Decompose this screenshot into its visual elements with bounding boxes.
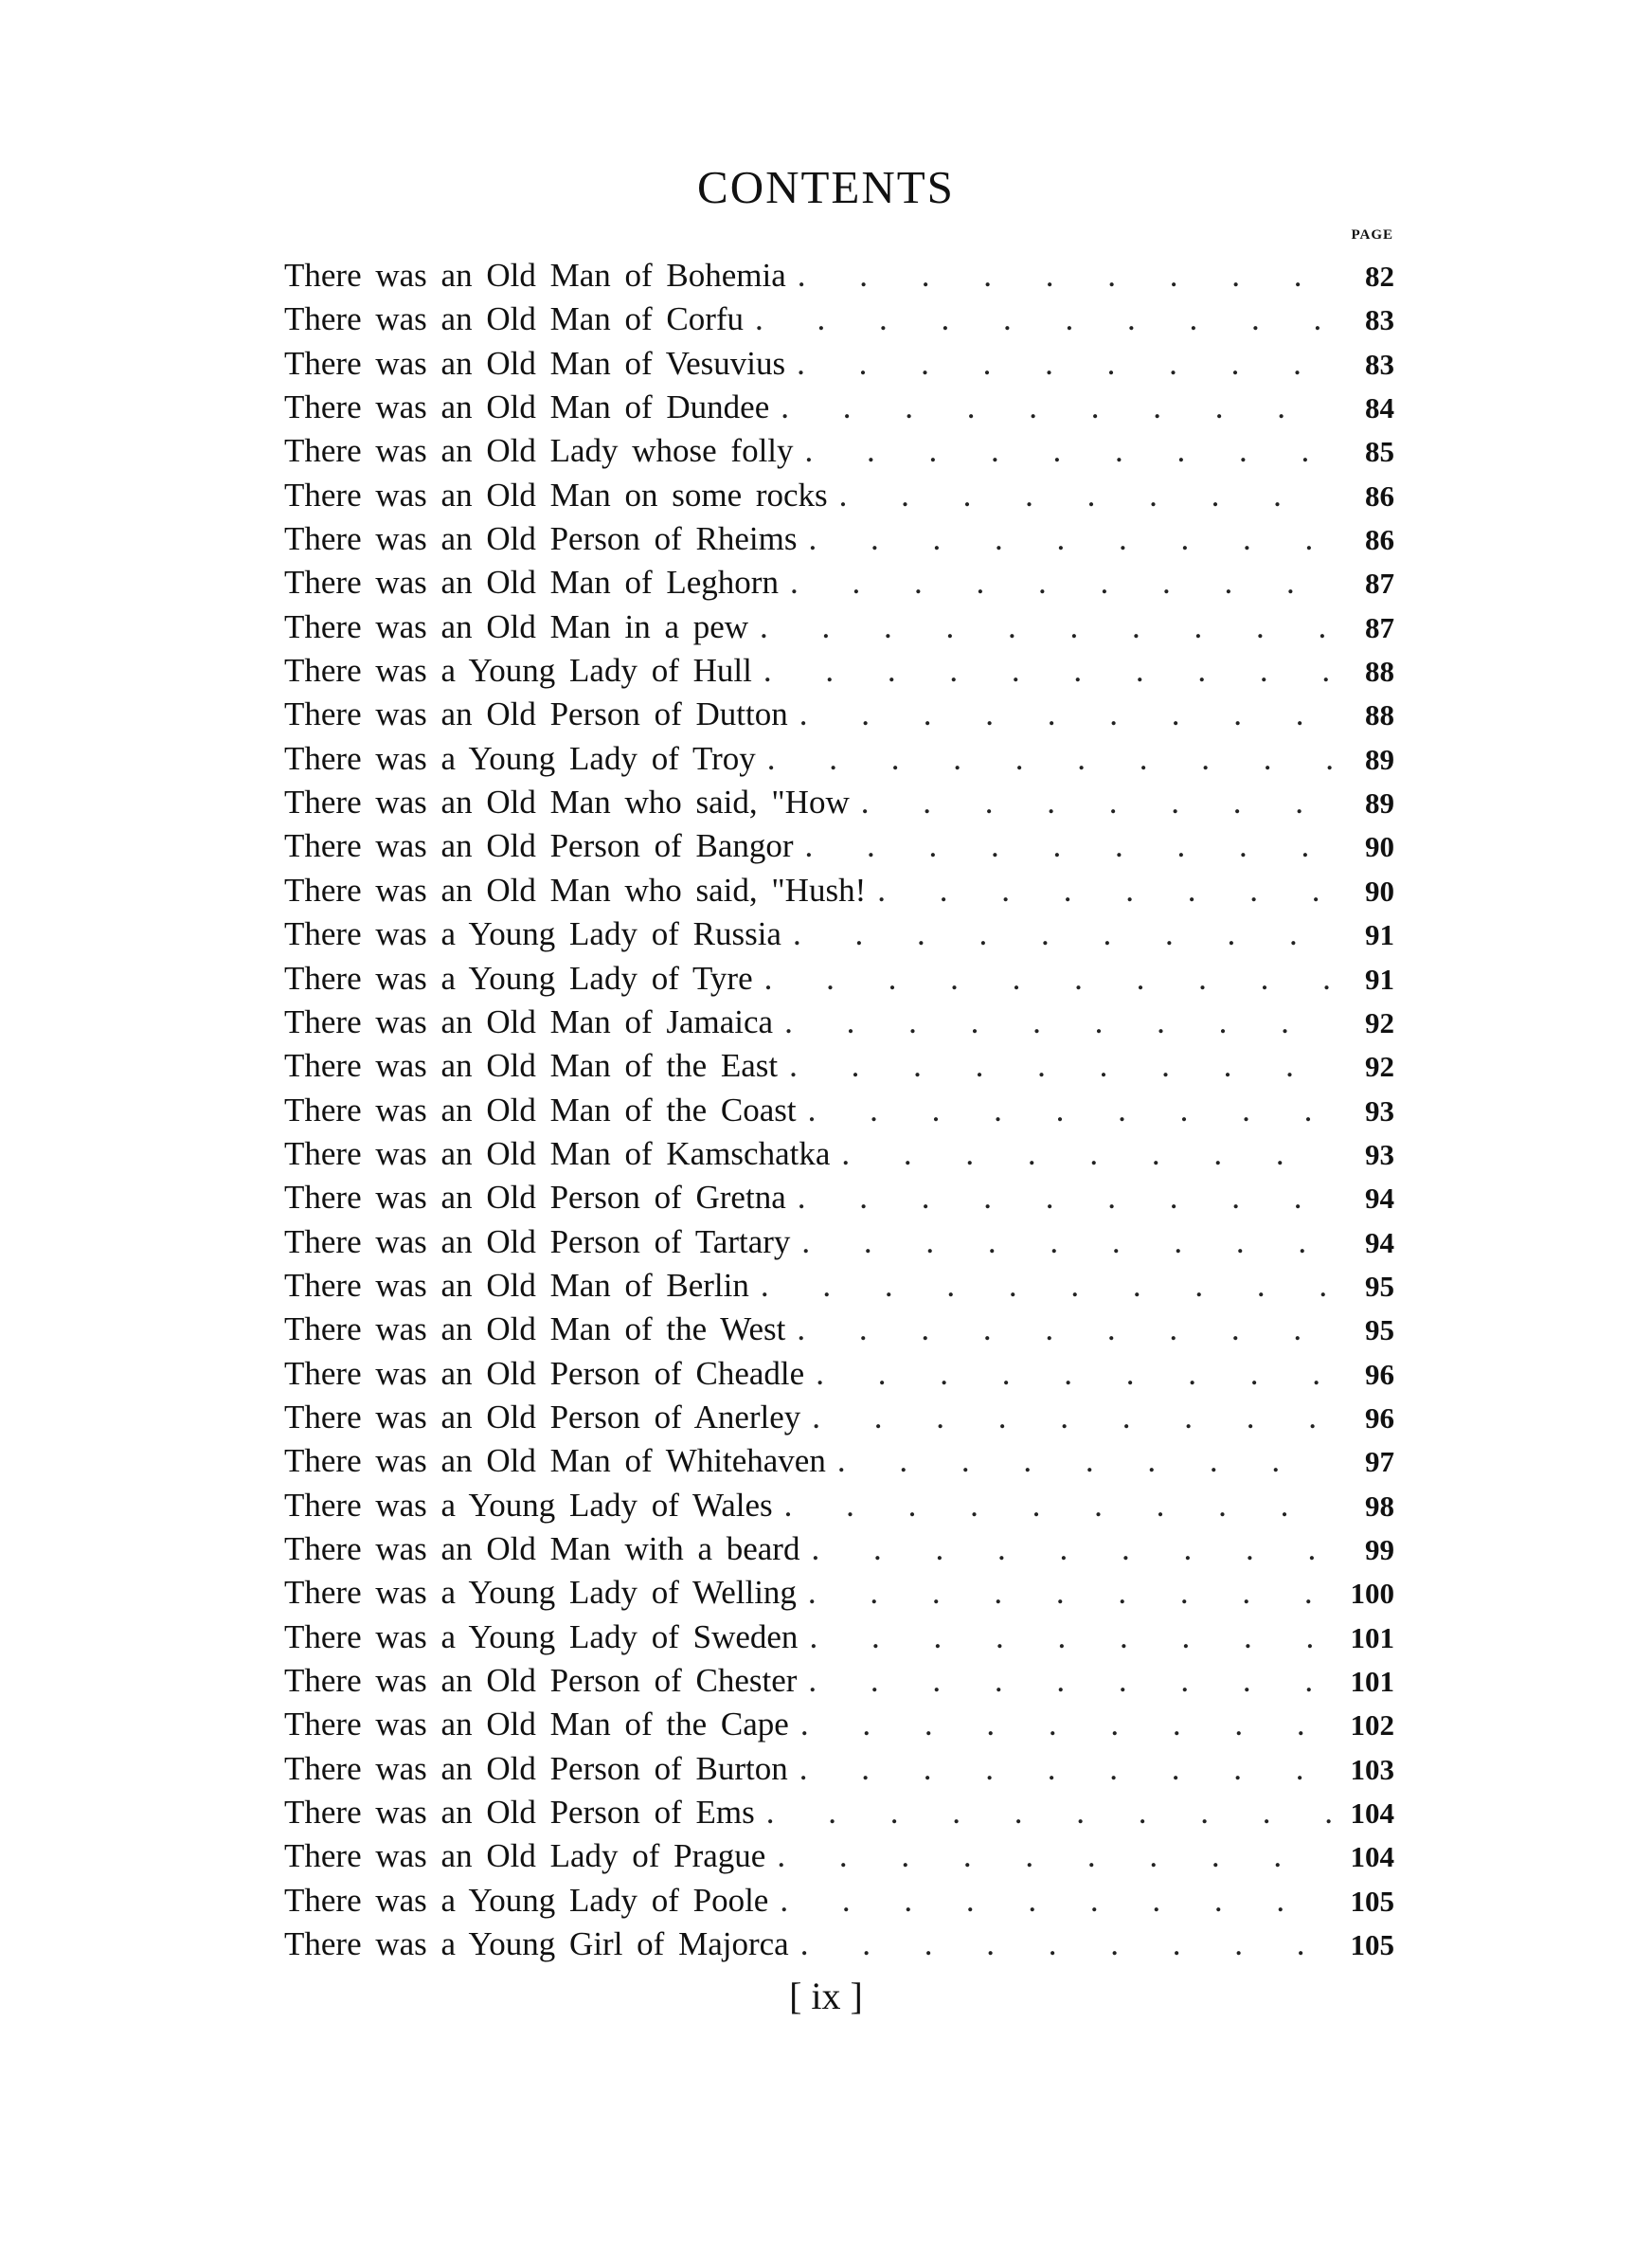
entry-title: There was an Old Man of Whitehaven <box>284 1442 826 1480</box>
entry-title: There was an Old Lady of Prague <box>284 1837 766 1875</box>
dot-leader <box>797 517 1334 561</box>
entry-title: There was a Young Girl of Majorca <box>284 1925 789 1963</box>
entry-page-number: 104 <box>1350 1797 1394 1831</box>
dot-leader <box>788 693 1334 736</box>
contents-entry <box>284 1879 1394 1923</box>
entry-title: There was an Old Man of Kamschatka <box>284 1134 831 1172</box>
dot-leader <box>789 1923 1334 1966</box>
entry-page-number: 87 <box>1365 610 1394 644</box>
entry-page-number: 88 <box>1365 655 1394 689</box>
entry-page-number: 105 <box>1350 1928 1394 1962</box>
entry-page-number: 94 <box>1365 1225 1394 1259</box>
dot-leader <box>755 1791 1334 1834</box>
entry-title: There was an Old Man of Berlin <box>284 1266 749 1304</box>
entry-title: There was an Old Person of Bangor <box>284 827 794 865</box>
entry-page-number: 88 <box>1365 698 1394 732</box>
entry-title: There was an Old Man in a pew <box>284 607 749 645</box>
contents-entry <box>284 957 1394 1001</box>
dot-leader <box>788 1747 1334 1791</box>
contents-entry <box>284 561 1394 605</box>
entry-page-number: 101 <box>1350 1665 1394 1698</box>
contents-entry <box>284 1439 1394 1483</box>
dot-leader <box>794 429 1334 473</box>
dot-leader <box>744 298 1334 341</box>
entry-title: There was an Old Man of Leghorn <box>284 564 779 602</box>
page-folio: [ ix ] <box>789 1975 863 2017</box>
entry-page-number: 102 <box>1350 1708 1394 1742</box>
dot-leader <box>797 1089 1334 1132</box>
contents-entry <box>284 1527 1394 1571</box>
entry-title: There was an Old Man of Vesuvius <box>284 344 786 382</box>
entry-page-number: 86 <box>1365 523 1394 557</box>
contents-entry <box>284 1659 1394 1703</box>
entry-title: There was an Old Person of Anerley <box>284 1398 801 1435</box>
contents-entry <box>284 1044 1394 1088</box>
entry-title: There was an Old Person of Dutton <box>284 695 788 733</box>
dot-leader <box>778 1044 1334 1088</box>
contents-entry <box>284 1396 1394 1439</box>
entry-title: There was an Old Person of Burton <box>284 1749 788 1787</box>
entry-title: There was an Old Man who said, "How <box>284 784 850 822</box>
dot-leader <box>768 1879 1334 1923</box>
entry-page-number: 83 <box>1365 303 1394 337</box>
entry-page-number: 92 <box>1365 1005 1394 1039</box>
entry-page-number: 103 <box>1350 1752 1394 1786</box>
contents-entry <box>284 649 1394 693</box>
dot-leader <box>769 386 1334 429</box>
contents-entry <box>284 1220 1394 1264</box>
entry-title: There was an Old Person of Ems <box>284 1794 755 1832</box>
dot-leader <box>828 474 1334 517</box>
dot-leader <box>850 781 1334 824</box>
entry-page-number: 105 <box>1350 1884 1394 1918</box>
contents-entry <box>284 1264 1394 1308</box>
entry-title: There was a Young Lady of Hull <box>284 652 752 690</box>
entry-title: There was an Old Man of the East <box>284 1047 779 1085</box>
entry-page-number: 90 <box>1365 874 1394 908</box>
entry-page-number: 97 <box>1365 1445 1394 1479</box>
entry-page-number: 95 <box>1365 1269 1394 1303</box>
entry-page-number: 84 <box>1365 391 1394 425</box>
contents-entry <box>284 1176 1394 1219</box>
contents-entry <box>284 824 1394 868</box>
dot-leader <box>826 1439 1334 1483</box>
entry-title: There was an Old Lady whose folly <box>284 432 794 470</box>
dot-leader <box>779 561 1334 605</box>
dot-leader <box>799 1527 1334 1571</box>
entry-title: There was an Old Man with a beard <box>284 1529 800 1567</box>
dot-leader <box>773 1484 1334 1527</box>
entry-page-number: 85 <box>1365 435 1394 469</box>
contents-entry <box>284 1834 1394 1878</box>
entry-title: There was an Old Man of Jamaica <box>284 1002 774 1040</box>
contents-entry <box>284 1791 1394 1834</box>
dot-leader <box>753 957 1334 1001</box>
dot-leader <box>798 1616 1334 1659</box>
entry-page-number: 100 <box>1350 1577 1394 1611</box>
entry-title: There was an Old Person of Chester <box>284 1662 798 1699</box>
entry-title: There was an Old Man who said, "Hush! <box>284 871 867 909</box>
entry-page-number: 104 <box>1350 1840 1394 1874</box>
contents-entry <box>284 1352 1394 1396</box>
entry-page-number: 98 <box>1365 1489 1394 1523</box>
contents-entry <box>284 386 1394 429</box>
contents-entry <box>284 1703 1394 1746</box>
entry-title: There was an Old Person of Tartary <box>284 1222 791 1260</box>
contents-entry <box>284 781 1394 824</box>
contents-entry <box>284 1747 1394 1791</box>
entry-title: There was an Old Person of Gretna <box>284 1179 786 1217</box>
contents-entry <box>284 869 1394 912</box>
dot-leader <box>789 1703 1334 1746</box>
contents-entry <box>284 693 1394 736</box>
contents-entry <box>284 517 1394 561</box>
entry-page-number: 91 <box>1365 962 1394 996</box>
page-title: CONTENTS <box>697 161 955 213</box>
entry-title: There was an Old Man of the West <box>284 1310 786 1348</box>
contents-entry <box>284 1616 1394 1659</box>
dot-leader <box>786 254 1334 298</box>
entry-page-number: 96 <box>1365 1357 1394 1391</box>
dot-leader <box>786 1176 1334 1219</box>
contents-entry <box>284 474 1394 517</box>
entry-page-number: 87 <box>1365 567 1394 601</box>
dot-leader <box>749 1264 1334 1308</box>
entry-title: There was an Old Man of the Cape <box>284 1706 789 1743</box>
dot-leader <box>748 605 1334 649</box>
entry-page-number: 89 <box>1365 742 1394 776</box>
entry-page-number: 92 <box>1365 1050 1394 1084</box>
entry-page-number: 89 <box>1365 786 1394 821</box>
dot-leader <box>785 342 1334 386</box>
contents-entry <box>284 1484 1394 1527</box>
dot-leader <box>866 869 1334 912</box>
dot-leader <box>781 912 1334 956</box>
contents-entry <box>284 342 1394 386</box>
dot-leader <box>785 1308 1334 1351</box>
entry-title: There was an Old Man of the Coast <box>284 1091 797 1128</box>
contents-entry <box>284 912 1394 956</box>
contents-entry <box>284 1923 1394 1966</box>
dot-leader <box>804 1352 1334 1396</box>
contents-entry <box>284 298 1394 341</box>
entry-title: There was a Young Lady of Poole <box>284 1881 769 1919</box>
dot-leader <box>794 824 1334 868</box>
dot-leader <box>752 649 1334 693</box>
dot-leader <box>830 1132 1334 1176</box>
entry-page-number: 83 <box>1365 347 1394 381</box>
contents-entry <box>284 605 1394 649</box>
contents-list <box>284 254 1394 1966</box>
entry-title: There was an Old Man of Corfu <box>284 300 745 338</box>
entry-title: There was an Old Person of Cheadle <box>284 1354 805 1392</box>
contents-entry <box>284 1571 1394 1615</box>
entry-title: There was an Old Person of Rheims <box>284 520 798 558</box>
entry-page-number: 82 <box>1365 260 1394 293</box>
entry-title: There was an Old Man of Bohemia <box>284 257 786 294</box>
entry-page-number: 86 <box>1365 478 1394 513</box>
entry-page-number: 101 <box>1350 1620 1394 1654</box>
entry-title: There was a Young Lady of Tyre <box>284 959 753 997</box>
entry-page-number: 99 <box>1365 1532 1394 1566</box>
entry-title: There was a Young Lady of Russia <box>284 915 781 953</box>
entry-page-number: 96 <box>1365 1400 1394 1435</box>
dot-leader <box>800 1396 1334 1439</box>
dot-leader <box>773 1001 1334 1044</box>
dot-leader <box>756 737 1334 781</box>
contents-entry <box>284 737 1394 781</box>
entry-page-number: 93 <box>1365 1137 1394 1171</box>
contents-entry <box>284 1001 1394 1044</box>
contents-entry <box>284 429 1394 473</box>
dot-leader <box>797 1571 1334 1615</box>
entry-page-number: 91 <box>1365 918 1394 952</box>
entry-title: There was an Old Man on some rocks <box>284 476 828 514</box>
contents-entry <box>284 1089 1394 1132</box>
entry-title: There was a Young Lady of Sweden <box>284 1617 799 1655</box>
entry-page-number: 94 <box>1365 1182 1394 1216</box>
entry-title: There was a Young Lady of Troy <box>284 739 756 777</box>
dot-leader <box>765 1834 1334 1878</box>
page-column-label: PAGE <box>1351 227 1393 243</box>
dot-leader <box>797 1659 1334 1703</box>
entry-title: There was an Old Man of Dundee <box>284 388 770 426</box>
entry-page-number: 90 <box>1365 830 1394 864</box>
dot-leader <box>790 1220 1334 1264</box>
entry-title: There was a Young Lady of Welling <box>284 1574 797 1612</box>
contents-entry <box>284 1132 1394 1176</box>
entry-title: There was a Young Lady of Wales <box>284 1486 773 1524</box>
contents-entry <box>284 1308 1394 1351</box>
entry-page-number: 95 <box>1365 1313 1394 1347</box>
entry-page-number: 93 <box>1365 1093 1394 1128</box>
contents-entry <box>284 254 1394 298</box>
